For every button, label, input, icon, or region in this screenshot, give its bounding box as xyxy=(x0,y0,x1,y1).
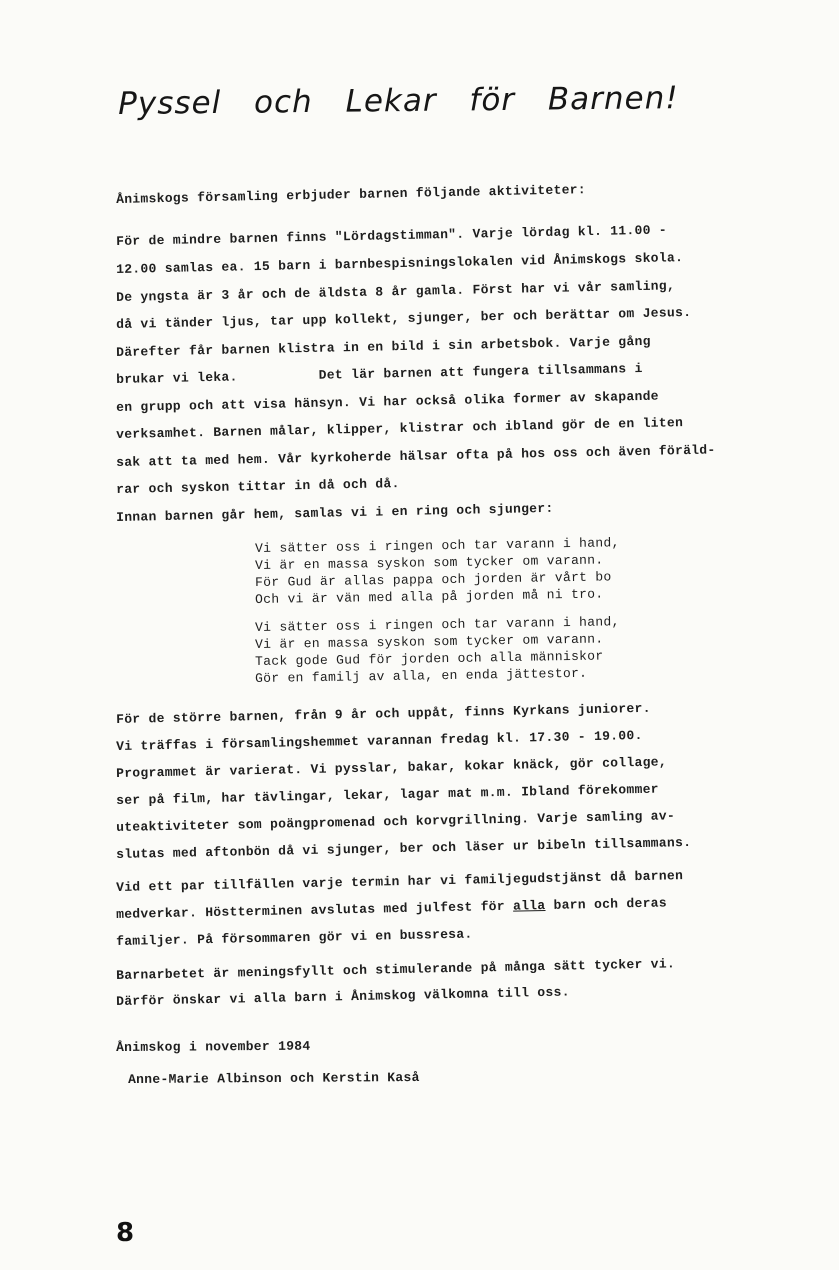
paragraph1-line: rar och syskon tittar in då och då. xyxy=(116,476,400,497)
paragraph3-text: barn och deras xyxy=(545,895,668,914)
paragraph1-line: De yngsta är 3 år och de äldsta 8 år gamla. Först har vi vår samling, xyxy=(116,278,676,305)
paragraph1-line: Innan barnen går hem, samlas vi i en ring och sjunger: xyxy=(116,500,554,525)
paragraph1-line: sak att ta med hem. Vår kyrkoherde hälsar ofta på hos oss och även föräld- xyxy=(116,442,716,470)
paragraph1-line: För de mindre barnen finns "Lördagstimman". Varje lördag kl. 11.00 - xyxy=(116,222,668,249)
signature: Anne-Marie Albinson och Kerstin Kaså xyxy=(128,1069,420,1087)
paragraph3-line xyxy=(116,895,667,923)
paragraph2-line: För de större barnen, från 9 år och uppåt, finns Kyrkans juniorer. xyxy=(116,700,651,727)
poem-line: Vi sätter oss i ringen och tar varann i hand, xyxy=(255,614,620,635)
paragraph1-line: då vi tänder ljus, tar upp kollekt, sjunger, ber och berättar om Jesus. xyxy=(116,304,692,332)
paragraph4-line: Därför önskar vi alla barn i Ånimskog välkomna till oss. xyxy=(116,984,570,1009)
poem-line: Vi är en massa syskon som tycker om varann. xyxy=(255,631,604,652)
poem-line: Vi är en massa syskon som tycker om varann. xyxy=(255,552,604,573)
paragraph4-line: Barnarbetet är meningsfyllt och stimulerande på många sätt tycker vi. xyxy=(116,956,676,983)
page-title: Pyssel och Lekar för Barnen! xyxy=(118,80,679,122)
intro-text: Ånimskogs församling erbjuder barnen följande aktiviteter: xyxy=(116,182,587,207)
paragraph1-line: en grupp och att visa hänsyn. Vi har också olika former av skapande xyxy=(116,388,659,415)
paragraph2-line: uteaktiviteter som poängpromenad och korvgrillning. Varje samling av- xyxy=(116,808,676,835)
paragraph2-line: Programmet är varierat. Vi pysslar, bakar, kokar knäck, gör collage, xyxy=(116,754,668,781)
poem-line: Tack gode Gud för jorden och alla människor xyxy=(255,648,604,669)
paragraph3-line: Vid ett par tillfällen varje termin har vi familjegudstjänst då barnen xyxy=(116,868,684,895)
paragraph3-text: medverkar. Höstterminen avslutas med julfest för xyxy=(116,898,514,922)
paragraph2-line: Vi träffas i församlingshemmet varannan fredag kl. 17.30 - 19.00. xyxy=(116,727,643,754)
place-date: Ånimskog i november 1984 xyxy=(116,1038,311,1055)
poem-line: För Gud är allas pappa och jorden är vårt bo xyxy=(255,569,612,590)
paragraph1-line: Därefter får barnen klistra in en bild i sin arbetsbok. Varje gång xyxy=(116,333,651,360)
paragraph2-line: ser på film, har tävlingar, lekar, lagar mat m.m. Ibland förekommer xyxy=(116,781,659,808)
poem-line: Gör en familj av alla, en enda jättestor. xyxy=(255,665,588,686)
paragraph1-line: 12.00 samlas ea. 15 barn i barnbespisningslokalen vid Ånimskogs skola. xyxy=(116,250,684,277)
page-number: 8 xyxy=(116,1218,135,1248)
paragraph3-line: familjer. På försommaren gör vi en bussresa. xyxy=(116,926,473,949)
paragraph1-line: verksamhet. Barnen målar, klipper, klistrar och ibland gör de en liten xyxy=(116,415,684,442)
poem-line: Vi sätter oss i ringen och tar varann i hand, xyxy=(255,535,620,556)
paragraph2-line: slutas med aftonbön då vi sjunger, ber och läser ur bibeln tillsammans. xyxy=(116,834,692,862)
poem-line: Och vi är vän med alla på jorden må ni tro. xyxy=(255,586,604,607)
underlined-word: alla xyxy=(512,898,546,914)
paragraph1-line: brukar vi leka. Det lär barnen att fungera tillsammans i xyxy=(116,360,643,387)
